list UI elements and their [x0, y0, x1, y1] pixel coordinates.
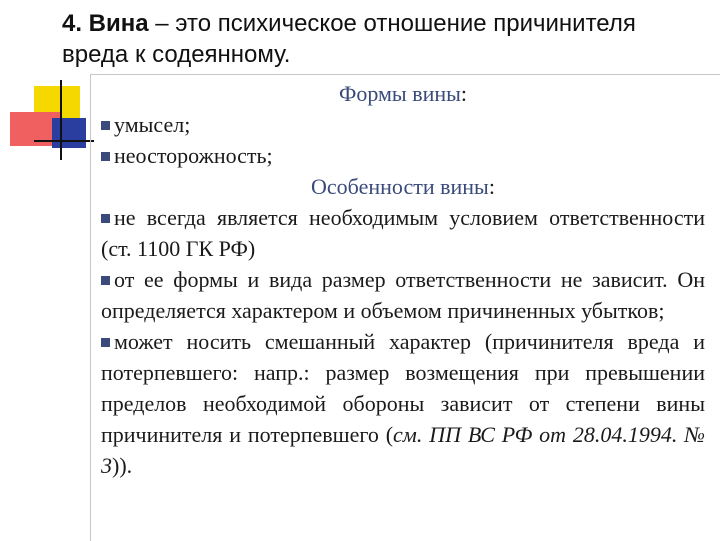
list-item — [101, 109, 705, 140]
list-item — [101, 326, 705, 481]
list-item-text: неосторожность; — [114, 143, 273, 168]
reference-close: )). — [112, 453, 133, 478]
bullet-icon — [101, 152, 110, 161]
list-item-text: от ее формы и вида размер ответственности не зависит. Он определяется характером и объемом причиненных убытков; — [101, 267, 705, 323]
decorative-squares — [0, 0, 100, 170]
forms-heading-suffix: : — [460, 81, 468, 106]
reference-open: ( — [378, 422, 394, 447]
features-heading-suffix: : — [488, 174, 495, 199]
blue-square-decoration — [52, 118, 86, 148]
forms-heading — [101, 78, 705, 109]
list-item-text: умысел; — [114, 112, 191, 137]
vertical-line-decoration — [60, 80, 62, 160]
bullet-icon — [101, 276, 110, 285]
horizontal-line-decoration — [34, 140, 94, 142]
reference-citation: см. ПП ВС РФ от 28.04.1994. № 3 — [101, 422, 705, 478]
bullet-icon — [101, 338, 110, 347]
slide-title-bold: 4. Вина — [62, 10, 149, 37]
list-item — [101, 202, 705, 264]
list-item-text: может носить смешанный характер (причинителя вреда и потерпевшего: напр.: размер возмещения при превышении пределов необходимой обороны зависит от степени вины причинителя и потерпевшего — [101, 329, 705, 447]
bullet-icon — [101, 214, 110, 223]
slide-title-rest: – это психическое отношение причинителя вреда к содеянному. — [62, 10, 636, 68]
features-heading — [101, 171, 705, 202]
features-heading-text: Особенности вины — [311, 174, 489, 199]
list-item — [101, 140, 705, 171]
bullet-icon — [101, 121, 110, 130]
slide-title — [62, 8, 702, 70]
list-item — [101, 264, 705, 326]
forms-heading-text: Формы вины — [338, 81, 461, 106]
slide-body — [101, 78, 705, 481]
list-item-text: не всегда является необходимым условием ответственности (ст. 1100 ГК РФ) — [101, 205, 705, 261]
